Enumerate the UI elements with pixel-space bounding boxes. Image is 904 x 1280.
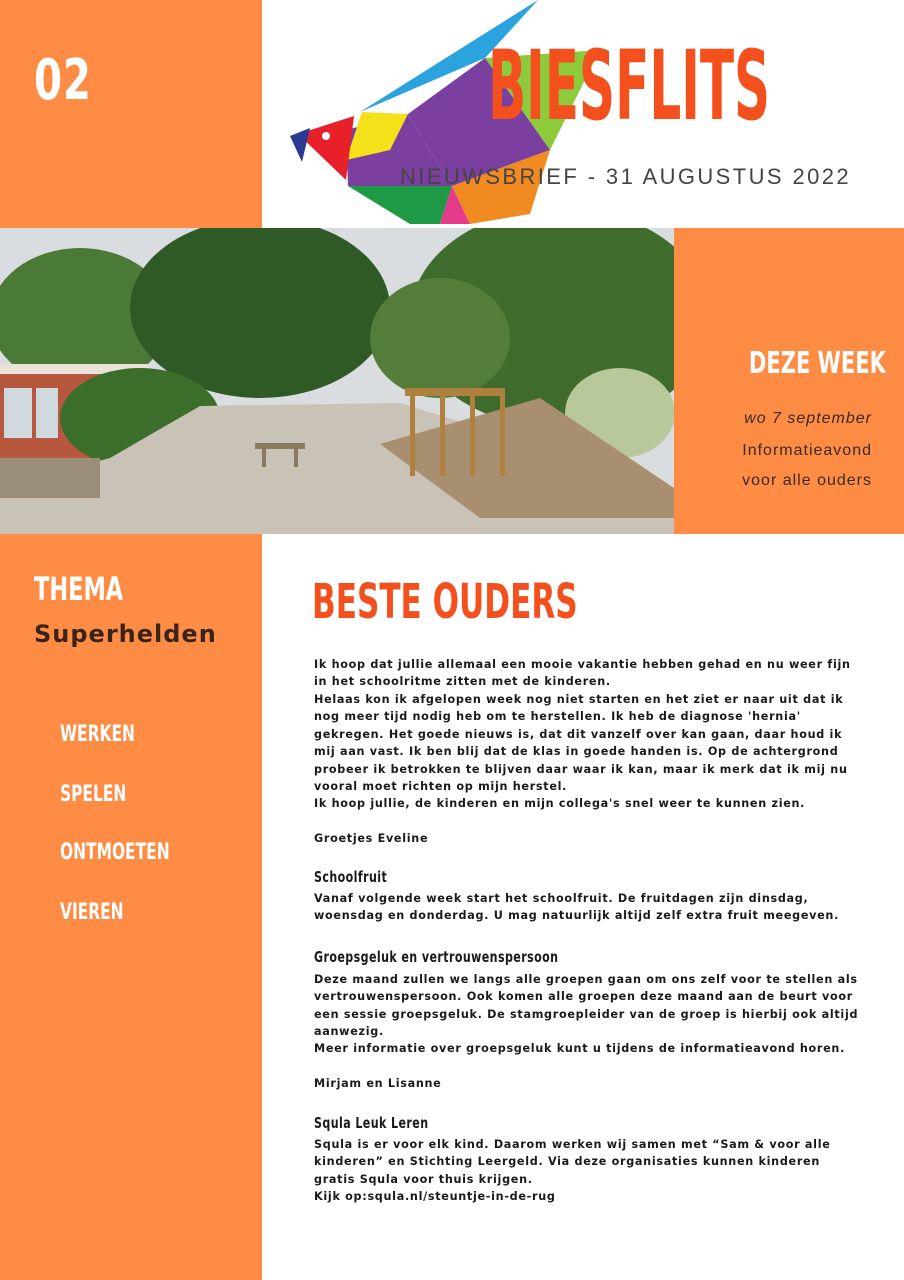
brand-title: BIESFLITS: [488, 30, 771, 142]
section-heading-squla: Squla Leuk Leren: [314, 1114, 429, 1132]
sidebar-item-ontmoeten: ONTMOETEN: [60, 840, 170, 865]
issue-box: [0, 0, 262, 228]
section-body-groepsgeluk: Deze maand zullen we langs alle groepen gaan om ons zelf voor te stellen als vertrouwenspersoon. Ook komen alle groepen deze maand aan de beurt voor een sessie groepsgeluk. De stamgroepleider van de groep is hierbij ook altijd aanwezig.: [314, 973, 859, 1039]
sidebar-item-vieren: VIEREN: [60, 900, 124, 925]
schoolyard-photo: [0, 228, 674, 534]
sidebar: [0, 534, 262, 1280]
intro-paragraph-3: Ik hoop jullie, de kinderen en mijn collega's snel weer te kunnen zien.: [314, 797, 806, 810]
this-week-title: DEZE WEEK: [748, 346, 886, 381]
section-signoff-groepsgeluk: Mirjam en Lisanne: [314, 1077, 442, 1090]
sidebar-item-werken: WERKEN: [60, 722, 135, 747]
section-heading-schoolfruit: Schoolfruit: [314, 868, 388, 886]
this-week-panel: [674, 228, 904, 534]
section-body-squla: Squla is er voor elk kind. Daarom werken wij samen met “Sam & voor alle kinderen” en Stichting Leergeld. Via deze organisaties kunnen kinderen gratis Squla voor thuis krijgen.: [314, 1138, 831, 1186]
event-line-1: Informatieavond: [742, 442, 872, 459]
page-title: BESTE OUDERS: [312, 574, 578, 630]
theme-value: Superhelden: [34, 620, 217, 648]
main-content: [262, 534, 904, 1280]
event-line-2: voor alle ouders: [742, 472, 872, 489]
section-heading-groepsgeluk: Groepsgeluk en vertrouwenspersoon: [314, 948, 559, 966]
brand-subtitle: NIEUWSBRIEF - 31 AUGUSTUS 2022: [400, 164, 851, 189]
event-date: wo 7 september: [744, 410, 872, 427]
intro-paragraph-1: Ik hoop dat jullie allemaal een mooie vakantie hebben gehad en nu weer fijn in het schoolritme zitten met de kinderen.: [314, 658, 851, 689]
section-body-schoolfruit: Vanaf volgende week start het schoolfruit. De fruitdagen zijn dinsdag, woensdag en donderdag. U mag natuurlijk altijd zelf extra fruit meegeven.: [314, 892, 840, 923]
sidebar-item-spelen: SPELEN: [60, 782, 127, 807]
issue-number: 02: [34, 48, 92, 113]
intro-paragraph-2: Helaas kon ik afgelopen week nog niet starten en het ziet er naar uit dat ik nog meer tijd nodig heb om te herstellen. Ik heb de diagnose 'hernia' gekregen. Het goede nieuws is, dat dit vanzelf over kan gaan, daar houd ik mij aan vast. Ik ben blij dat de klas in goede handen is. Op de achtergrond probeer ik betrokken te blijven daar waar ik kan, maar ik merk dat ik mij nu vooral moet richten op mijn herstel.: [314, 693, 848, 794]
squla-link[interactable]: Kijk op:squla.nl/steuntje-in-de-rug: [314, 1190, 556, 1203]
theme-label: THEMA: [34, 570, 124, 608]
signoff: Groetjes Eveline: [314, 832, 429, 845]
section-body-groepsgeluk-2: Meer informatie over groepsgeluk kunt u tijdens de informatieavond horen.: [314, 1042, 846, 1055]
